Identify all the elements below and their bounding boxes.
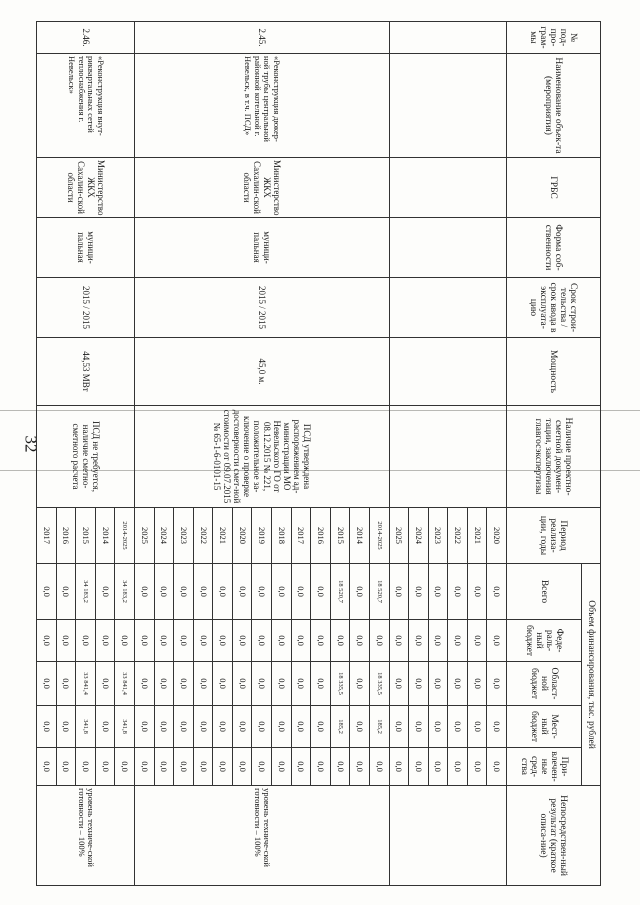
header-psd: Наличие проектно-сметной докумен-тации, заключения главгосэкспертизы (507, 406, 601, 508)
cell-regional: 0,0 (428, 662, 448, 706)
cell-total: 18 520,7 (369, 564, 389, 620)
cell-total: 0,0 (291, 564, 311, 620)
cell-attracted: 0,0 (291, 748, 311, 786)
header-attracted: При-влечен-ные сред-ства (507, 748, 582, 786)
continuation-cell (389, 54, 506, 158)
continuation-cell (389, 278, 506, 338)
cell-period: 2020 (487, 508, 507, 564)
cell-regional: 0,0 (193, 662, 213, 706)
cell-total: 0,0 (174, 564, 194, 620)
cell-federal: 0,0 (369, 620, 389, 662)
cell-period: 2016 (311, 508, 331, 564)
cell-federal: 0,0 (56, 620, 76, 662)
cell-local: 0,0 (311, 706, 331, 748)
cell-regional: 0,0 (291, 662, 311, 706)
cell-local: 0,0 (272, 706, 292, 748)
cell-local: 341,8 (115, 706, 135, 748)
cell-federal: 0,0 (252, 620, 272, 662)
continuation-cell (389, 338, 506, 406)
cell-total: 0,0 (154, 564, 174, 620)
cell-local: 0,0 (487, 706, 507, 748)
cell-power: 44,53 МВт (37, 338, 135, 406)
cell-period: 2021 (213, 508, 233, 564)
cell-regional: 0,0 (467, 662, 487, 706)
cell-period: 2025 (135, 508, 155, 564)
cell-regional: 0,0 (409, 662, 429, 706)
cell-psd: ПСД не требуется, наличие сметно-сметного расчета (37, 406, 135, 508)
cell-attracted: 0,0 (428, 748, 448, 786)
cell-regional: 0,0 (213, 662, 233, 706)
page-number: 32 (21, 435, 41, 453)
cell-attracted: 0,0 (487, 748, 507, 786)
cell-period: 2022 (448, 508, 468, 564)
cell-period: 2025 (389, 508, 409, 564)
cell-attracted: 0,0 (76, 748, 96, 786)
cell-regional: 33 841,4 (115, 662, 135, 706)
cell-attracted: 0,0 (193, 748, 213, 786)
cell-attracted: 0,0 (213, 748, 233, 786)
continuation-cell (389, 158, 506, 218)
header-period: Период реализа-ции, годы (507, 508, 601, 564)
table-body (37, 22, 507, 886)
cell-attracted: 0,0 (174, 748, 194, 786)
header-result: Непосредствен-ный результат (краткое описа-ние) (507, 786, 601, 886)
cell-attracted: 0,0 (448, 748, 468, 786)
cell-period: 2017 (37, 508, 57, 564)
cell-total: 0,0 (252, 564, 272, 620)
cell-federal: 0,0 (311, 620, 331, 662)
cell-regional: 0,0 (95, 662, 115, 706)
cell-total: 0,0 (428, 564, 448, 620)
cell-attracted: 0,0 (311, 748, 331, 786)
cell-period: 2021 (467, 508, 487, 564)
cell-local: 0,0 (56, 706, 76, 748)
header-name: Наименование объек-та (мероприятия) (507, 54, 601, 158)
header-grbs: ГРБС (507, 158, 601, 218)
cell-regional: 0,0 (487, 662, 507, 706)
cell-total: 18 520,7 (330, 564, 350, 620)
cell-attracted: 0,0 (56, 748, 76, 786)
cell-total: 0,0 (37, 564, 57, 620)
cell-total: 0,0 (311, 564, 331, 620)
cell-psd: ПСД утверждена распоряжением ад-министрации МО Невельского ГО от 08.12.2015 № 221, положительное за-ключение о проверке достоверности смет-ной стоимости от 09.07.2015 № 65-1-6-0101-15 (135, 406, 390, 508)
cell-grbs: Министерство ЖКХ Сахалин-ской области (37, 158, 135, 218)
cell-local: 0,0 (350, 706, 370, 748)
cell-regional: 0,0 (448, 662, 468, 706)
cell-attracted: 0,0 (154, 748, 174, 786)
cell-federal: 0,0 (389, 620, 409, 662)
cell-regional: 0,0 (37, 662, 57, 706)
cell-total: 0,0 (56, 564, 76, 620)
cell-attracted: 0,0 (330, 748, 350, 786)
cell-term: 2015 / 2015 (37, 278, 135, 338)
cell-attracted: 0,0 (135, 748, 155, 786)
cell-name: «Реконструкция внут-риквартальных сетей теплоснабжения г. Невельск» (37, 54, 135, 158)
header-regional: Област-ной бюджет (507, 662, 582, 706)
cell-total: 0,0 (135, 564, 155, 620)
cell-total: 0,0 (213, 564, 233, 620)
cell-federal: 0,0 (272, 620, 292, 662)
funding-table (36, 21, 601, 886)
cell-local: 185,2 (369, 706, 389, 748)
cell-federal: 0,0 (135, 620, 155, 662)
cell-attracted: 0,0 (272, 748, 292, 786)
table-row (369, 22, 389, 886)
cell-form: муници-пальная (37, 218, 135, 278)
cell-local: 0,0 (409, 706, 429, 748)
cell-num: 2.45. (135, 22, 390, 54)
cell-total: 0,0 (448, 564, 468, 620)
cell-name: «Реконструкция дюкер-ной трубы центральной районной котельной г. Невельск, в т.ч. ПСД» (135, 54, 390, 158)
cell-period: 2014 (350, 508, 370, 564)
cell-term: 2015 / 2015 (135, 278, 390, 338)
cell-regional: 0,0 (232, 662, 252, 706)
cell-local: 0,0 (154, 706, 174, 748)
cell-federal: 0,0 (154, 620, 174, 662)
table-row (115, 22, 135, 886)
cell-attracted: 0,0 (350, 748, 370, 786)
cell-federal: 0,0 (448, 620, 468, 662)
cell-regional: 33 841,4 (76, 662, 96, 706)
header-power: Мощность (507, 338, 601, 406)
cell-local: 0,0 (252, 706, 272, 748)
cell-attracted: 0,0 (389, 748, 409, 786)
table-header (507, 22, 601, 886)
cell-total: 0,0 (193, 564, 213, 620)
cell-attracted: 0,0 (37, 748, 57, 786)
cell-federal: 0,0 (409, 620, 429, 662)
cell-regional: 0,0 (311, 662, 331, 706)
cell-period: 2017 (291, 508, 311, 564)
cell-federal: 0,0 (95, 620, 115, 662)
cell-federal: 0,0 (487, 620, 507, 662)
cell-local: 0,0 (193, 706, 213, 748)
cell-period: 2024 (409, 508, 429, 564)
cell-federal: 0,0 (174, 620, 194, 662)
cell-regional: 18 335,5 (330, 662, 350, 706)
cell-power: 45,0 м. (135, 338, 390, 406)
cell-attracted: 0,0 (115, 748, 135, 786)
header-total: Всего (507, 564, 582, 620)
cell-period: 2024 (154, 508, 174, 564)
cell-regional: 18 335,5 (369, 662, 389, 706)
continuation-cell (389, 22, 506, 54)
cell-local: 0,0 (232, 706, 252, 748)
cell-regional: 0,0 (174, 662, 194, 706)
cell-local: 0,0 (448, 706, 468, 748)
cell-grbs: Министерство ЖКХ Сахалин-ской области (135, 158, 390, 218)
header-local: Мест-ный бюджет (507, 706, 582, 748)
cell-total: 34 183,2 (76, 564, 96, 620)
cell-federal: 0,0 (115, 620, 135, 662)
cell-total: 0,0 (350, 564, 370, 620)
cell-federal: 0,0 (37, 620, 57, 662)
cell-regional: 0,0 (135, 662, 155, 706)
cell-period: 2019 (252, 508, 272, 564)
cell-local: 0,0 (291, 706, 311, 748)
cell-total: 34 183,2 (115, 564, 135, 620)
cell-total: 0,0 (487, 564, 507, 620)
header-form: Форма соб-ственности (507, 218, 601, 278)
cell-federal: 0,0 (350, 620, 370, 662)
cell-form: муници-пальная (135, 218, 390, 278)
cell-period: 2014-2025 (115, 508, 135, 564)
cell-local: 0,0 (135, 706, 155, 748)
cell-period: 2023 (174, 508, 194, 564)
cell-attracted: 0,0 (232, 748, 252, 786)
header-funding: Объем финансирования, тыс. рублей (582, 564, 601, 786)
cell-regional: 0,0 (56, 662, 76, 706)
cell-regional: 0,0 (272, 662, 292, 706)
cell-result: уровень техниче-ской готовности – 100% (37, 786, 135, 886)
rotated-table-container (36, 21, 601, 885)
cell-local: 0,0 (467, 706, 487, 748)
table-row (487, 22, 507, 886)
cell-period: 2018 (272, 508, 292, 564)
header-term: Срок строи-тельства / срок ввода в эксплуата-цию (507, 278, 601, 338)
cell-total: 0,0 (232, 564, 252, 620)
cell-result: уровень техниче-ской готовности – 100% (135, 786, 390, 886)
cell-local: 0,0 (213, 706, 233, 748)
cell-period: 2023 (428, 508, 448, 564)
cell-total: 0,0 (467, 564, 487, 620)
cell-federal: 0,0 (428, 620, 448, 662)
continuation-cell (389, 218, 506, 278)
cell-total: 0,0 (409, 564, 429, 620)
continuation-cell (389, 406, 506, 508)
cell-attracted: 0,0 (369, 748, 389, 786)
cell-total: 0,0 (389, 564, 409, 620)
header-num: № под-про-грам-мы (507, 22, 601, 54)
cell-period: 2014 (95, 508, 115, 564)
cell-federal: 0,0 (232, 620, 252, 662)
cell-federal: 0,0 (330, 620, 350, 662)
cell-local: 0,0 (174, 706, 194, 748)
cell-federal: 0,0 (213, 620, 233, 662)
cell-num: 2.46. (37, 22, 135, 54)
cell-period: 2022 (193, 508, 213, 564)
cell-federal: 0,0 (467, 620, 487, 662)
header-federal: Феде-раль-ный бюджет (507, 620, 582, 662)
cell-total: 0,0 (272, 564, 292, 620)
cell-local: 341,8 (76, 706, 96, 748)
cell-period: 2015 (330, 508, 350, 564)
cell-federal: 0,0 (76, 620, 96, 662)
cell-attracted: 0,0 (252, 748, 272, 786)
cell-period: 2020 (232, 508, 252, 564)
cell-regional: 0,0 (154, 662, 174, 706)
continuation-cell (389, 786, 506, 886)
cell-period: 2014-2025 (369, 508, 389, 564)
cell-regional: 0,0 (350, 662, 370, 706)
cell-federal: 0,0 (291, 620, 311, 662)
cell-attracted: 0,0 (95, 748, 115, 786)
cell-local: 0,0 (389, 706, 409, 748)
cell-period: 2015 (76, 508, 96, 564)
cell-total: 0,0 (95, 564, 115, 620)
cell-regional: 0,0 (389, 662, 409, 706)
cell-local: 0,0 (428, 706, 448, 748)
cell-local: 185,2 (330, 706, 350, 748)
cell-local: 0,0 (95, 706, 115, 748)
cell-federal: 0,0 (193, 620, 213, 662)
cell-attracted: 0,0 (409, 748, 429, 786)
cell-regional: 0,0 (252, 662, 272, 706)
cell-attracted: 0,0 (467, 748, 487, 786)
cell-period: 2016 (56, 508, 76, 564)
cell-local: 0,0 (37, 706, 57, 748)
